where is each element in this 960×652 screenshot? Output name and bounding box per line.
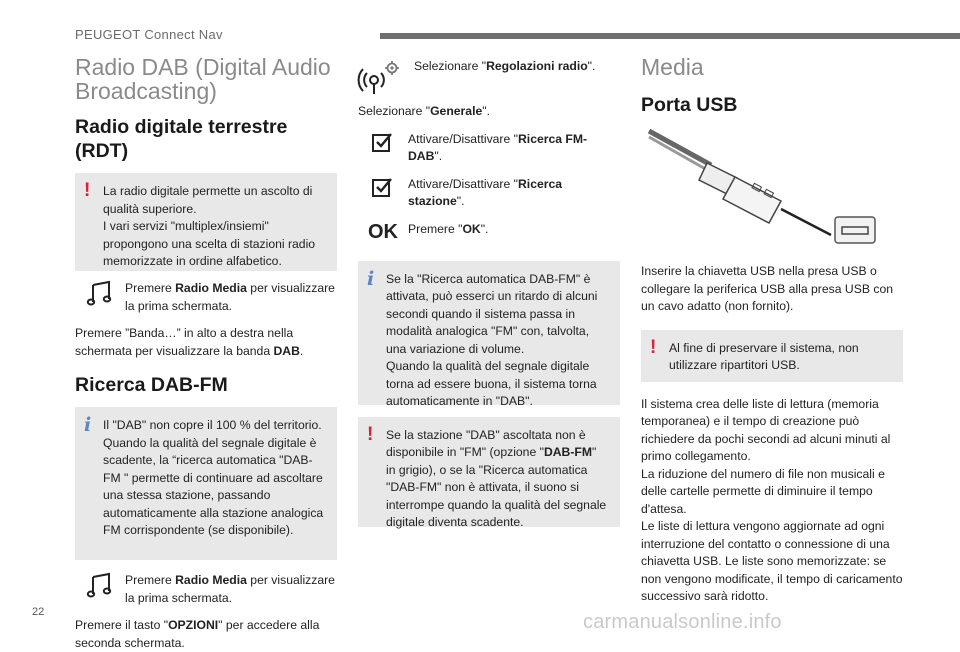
column-middle: [358, 58, 620, 527]
step-text: Premere Radio Media per visualizzare la prima schermata.: [125, 281, 335, 313]
column-right: [641, 55, 903, 606]
subheading-usb: Porta USB: [641, 94, 738, 116]
step-ok: [358, 221, 620, 243]
info-icon: i: [84, 414, 92, 436]
info-icon: i: [367, 267, 375, 290]
running-header: PEUGEOT Connect Nav: [75, 27, 223, 42]
section-heading-media: Media: [641, 54, 704, 80]
column-left: [75, 55, 337, 652]
exclamation-icon: !: [650, 336, 657, 358]
paragraph-opzioni: Premere il tasto "OPZIONI" per accedere alla seconda schermata.: [75, 618, 320, 650]
music-note-icon: [75, 280, 125, 306]
warning-box-digital: [75, 173, 337, 271]
info-text: Se la "Ricerca automatica DAB-FM" è attivata, può esserci un ritardo di alcuni secondi quando il sistema passa in modalità analogica "FM" con, talvolta, una variazione di volume. Quando la qualità del segnale digitale torna ad essere buona, il sistema torna automaticamente in "DAB".: [386, 271, 598, 408]
checkbox-icon: [358, 176, 408, 198]
warning-text: Se la stazione "DAB" ascoltata non è disponibile in "FM" (opzione "DAB-FM" in grigio), o se la "Ricerca automatica "DAB-FM" non è attivata, il suono si interrompe quando la qualità del segnale digitale diventa scadente.: [386, 427, 607, 529]
radio-settings-icon: [358, 58, 408, 98]
section-heading-dab: Radio DAB (Digital Audio Broadcasting): [75, 54, 331, 104]
paragraph-playlists: Il sistema crea delle liste di lettura (memoria temporanea) e il tempo di creazione può richiedere da pochi secondi ad alcuni minuti al primo collegamento. La riduzione del numero di file non musicali e delle cartelle permette di diminuire il tempo d'attesa. Le liste di lettura vengono aggiornate ad ogni interruzione del contatto o connessione di una chiavetta USB. Le liste sono memorizzate: se non vengono modificate, il tempo di caricamento successivo sarà ridotto.: [641, 396, 903, 603]
info-text: Il "DAB" non copre il 100 % del territorio. Quando la qualità del segnale digitale è scadente, la “ricerca automatica "DAB-FM " permette di continuare ad ascoltare una stessa stazione, passando automaticamente alla stazione analogica FM corrispondente (se disponibile).: [103, 418, 324, 537]
step-text: Premere "OK".: [408, 221, 489, 236]
usb-plug-icon: [641, 123, 903, 251]
subheading-rdt: Radio digitale terrestre (RDT): [75, 116, 288, 162]
paragraph-insert-usb: Inserire la chiavetta USB nella presa USB o collegare la periferica USB alla presa USB con un cavo adatto (non fornito).: [641, 264, 893, 313]
info-box-delay: [358, 261, 620, 408]
warning-text: La radio digitale permette un ascolto di qualità superiore. I vari servizi "multiplex/insiemi" propongono una scelta di stazioni radio memorizzate in ordine alfabetico.: [103, 184, 316, 268]
exclamation-icon: !: [84, 180, 91, 201]
step-toggle-fm-dab: [358, 131, 620, 166]
music-note-icon: [75, 572, 125, 598]
step-text: Attivare/Disattivare "Ricerca stazione".: [408, 176, 563, 208]
warning-box-fm: [358, 417, 620, 527]
step-text: Selezionare "Regolazioni radio".: [414, 59, 596, 73]
step-radio-settings: [358, 58, 620, 98]
info-box-dab-coverage: [75, 407, 337, 560]
warning-text: Al fine di preservare il sistema, non utilizzare ripartitori USB.: [669, 340, 859, 372]
step-radio-media-2: [75, 572, 337, 607]
step-radio-media-1: [75, 280, 337, 315]
warning-box-usb: [641, 330, 903, 382]
step-text: Attivare/Disattivare "Ricerca FM-DAB".: [408, 131, 588, 163]
step-toggle-station: [358, 176, 620, 211]
ok-icon: OK: [368, 220, 398, 243]
checkbox-icon: [358, 131, 408, 153]
paragraph-banda: Premere ”Banda…” in alto a destra nella schermata per visualizzare la banda DAB.: [75, 326, 304, 358]
step-text: Premere Radio Media per visualizzare la prima schermata.: [125, 573, 335, 605]
subheading-ricerca: Ricerca DAB-FM: [75, 374, 228, 396]
exclamation-icon: !: [367, 423, 374, 445]
watermark: carmanualsonline.info: [583, 611, 782, 633]
header-bar: [380, 33, 960, 39]
paragraph-generale: Selezionare "Generale".: [358, 104, 490, 118]
page-number: 22: [32, 606, 45, 618]
